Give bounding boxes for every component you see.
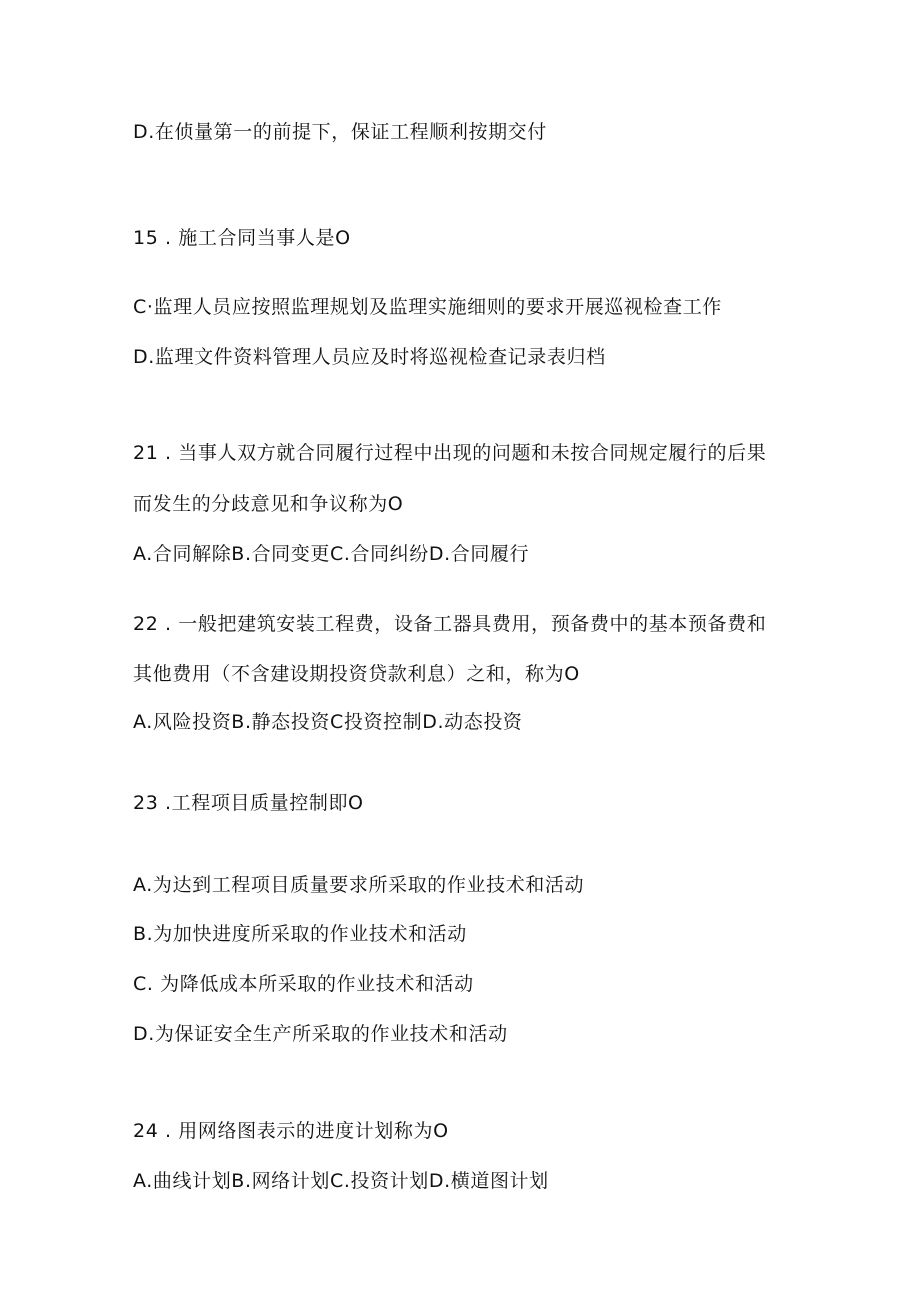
question-22-options: A.风险投资B.静态投资C投资控制D.动态投资	[133, 711, 523, 733]
question-23-option-a: A.为达到工程项目质量要求所采取的作业技术和活动	[133, 874, 585, 896]
question-23: 23 .工程项目质量控制即O	[133, 792, 364, 814]
question-23-option-d: D.为保证安全生产所采取的作业技术和活动	[133, 1023, 508, 1045]
question-21-options: A.合同解除B.合同变更C.合同纠纷D.合同履行	[133, 543, 530, 565]
question-24: 24 . 用网络图表示的进度计划称为O	[133, 1120, 449, 1142]
option-d-line: D.在侦量第一的前提下，保证工程顺利按期交付	[133, 121, 547, 143]
question-22-continued: 其他费用（不含建设期投资贷款利息）之和，称为O	[133, 663, 580, 685]
option-c-line: C·监理人员应按照监理规划及监理实施细则的要求开展巡视检查工作	[133, 296, 722, 318]
question-24-options: A.曲线计划B.网络计划C.投资计划D.横道图计划	[133, 1170, 549, 1192]
option-d-line: D.监理文件资料管理人员应及时将巡视检查记录表归档	[133, 346, 606, 368]
question-15: 15 . 施工合同当事人是O	[133, 227, 351, 249]
question-23-option-b: B.为加快进度所采取的作业技术和活动	[133, 923, 467, 945]
question-22: 22 . 一般把建筑安装工程费，设备工器具费用，预备费中的基本预备费和	[133, 613, 767, 635]
question-23-option-c: C. 为降低成本所采取的作业技术和活动	[133, 973, 474, 995]
question-21-continued: 而发生的分歧意见和争议称为O	[133, 493, 404, 515]
question-21: 21 . 当事人双方就合同履行过程中出现的问题和未按合同规定履行的后果	[133, 442, 767, 464]
